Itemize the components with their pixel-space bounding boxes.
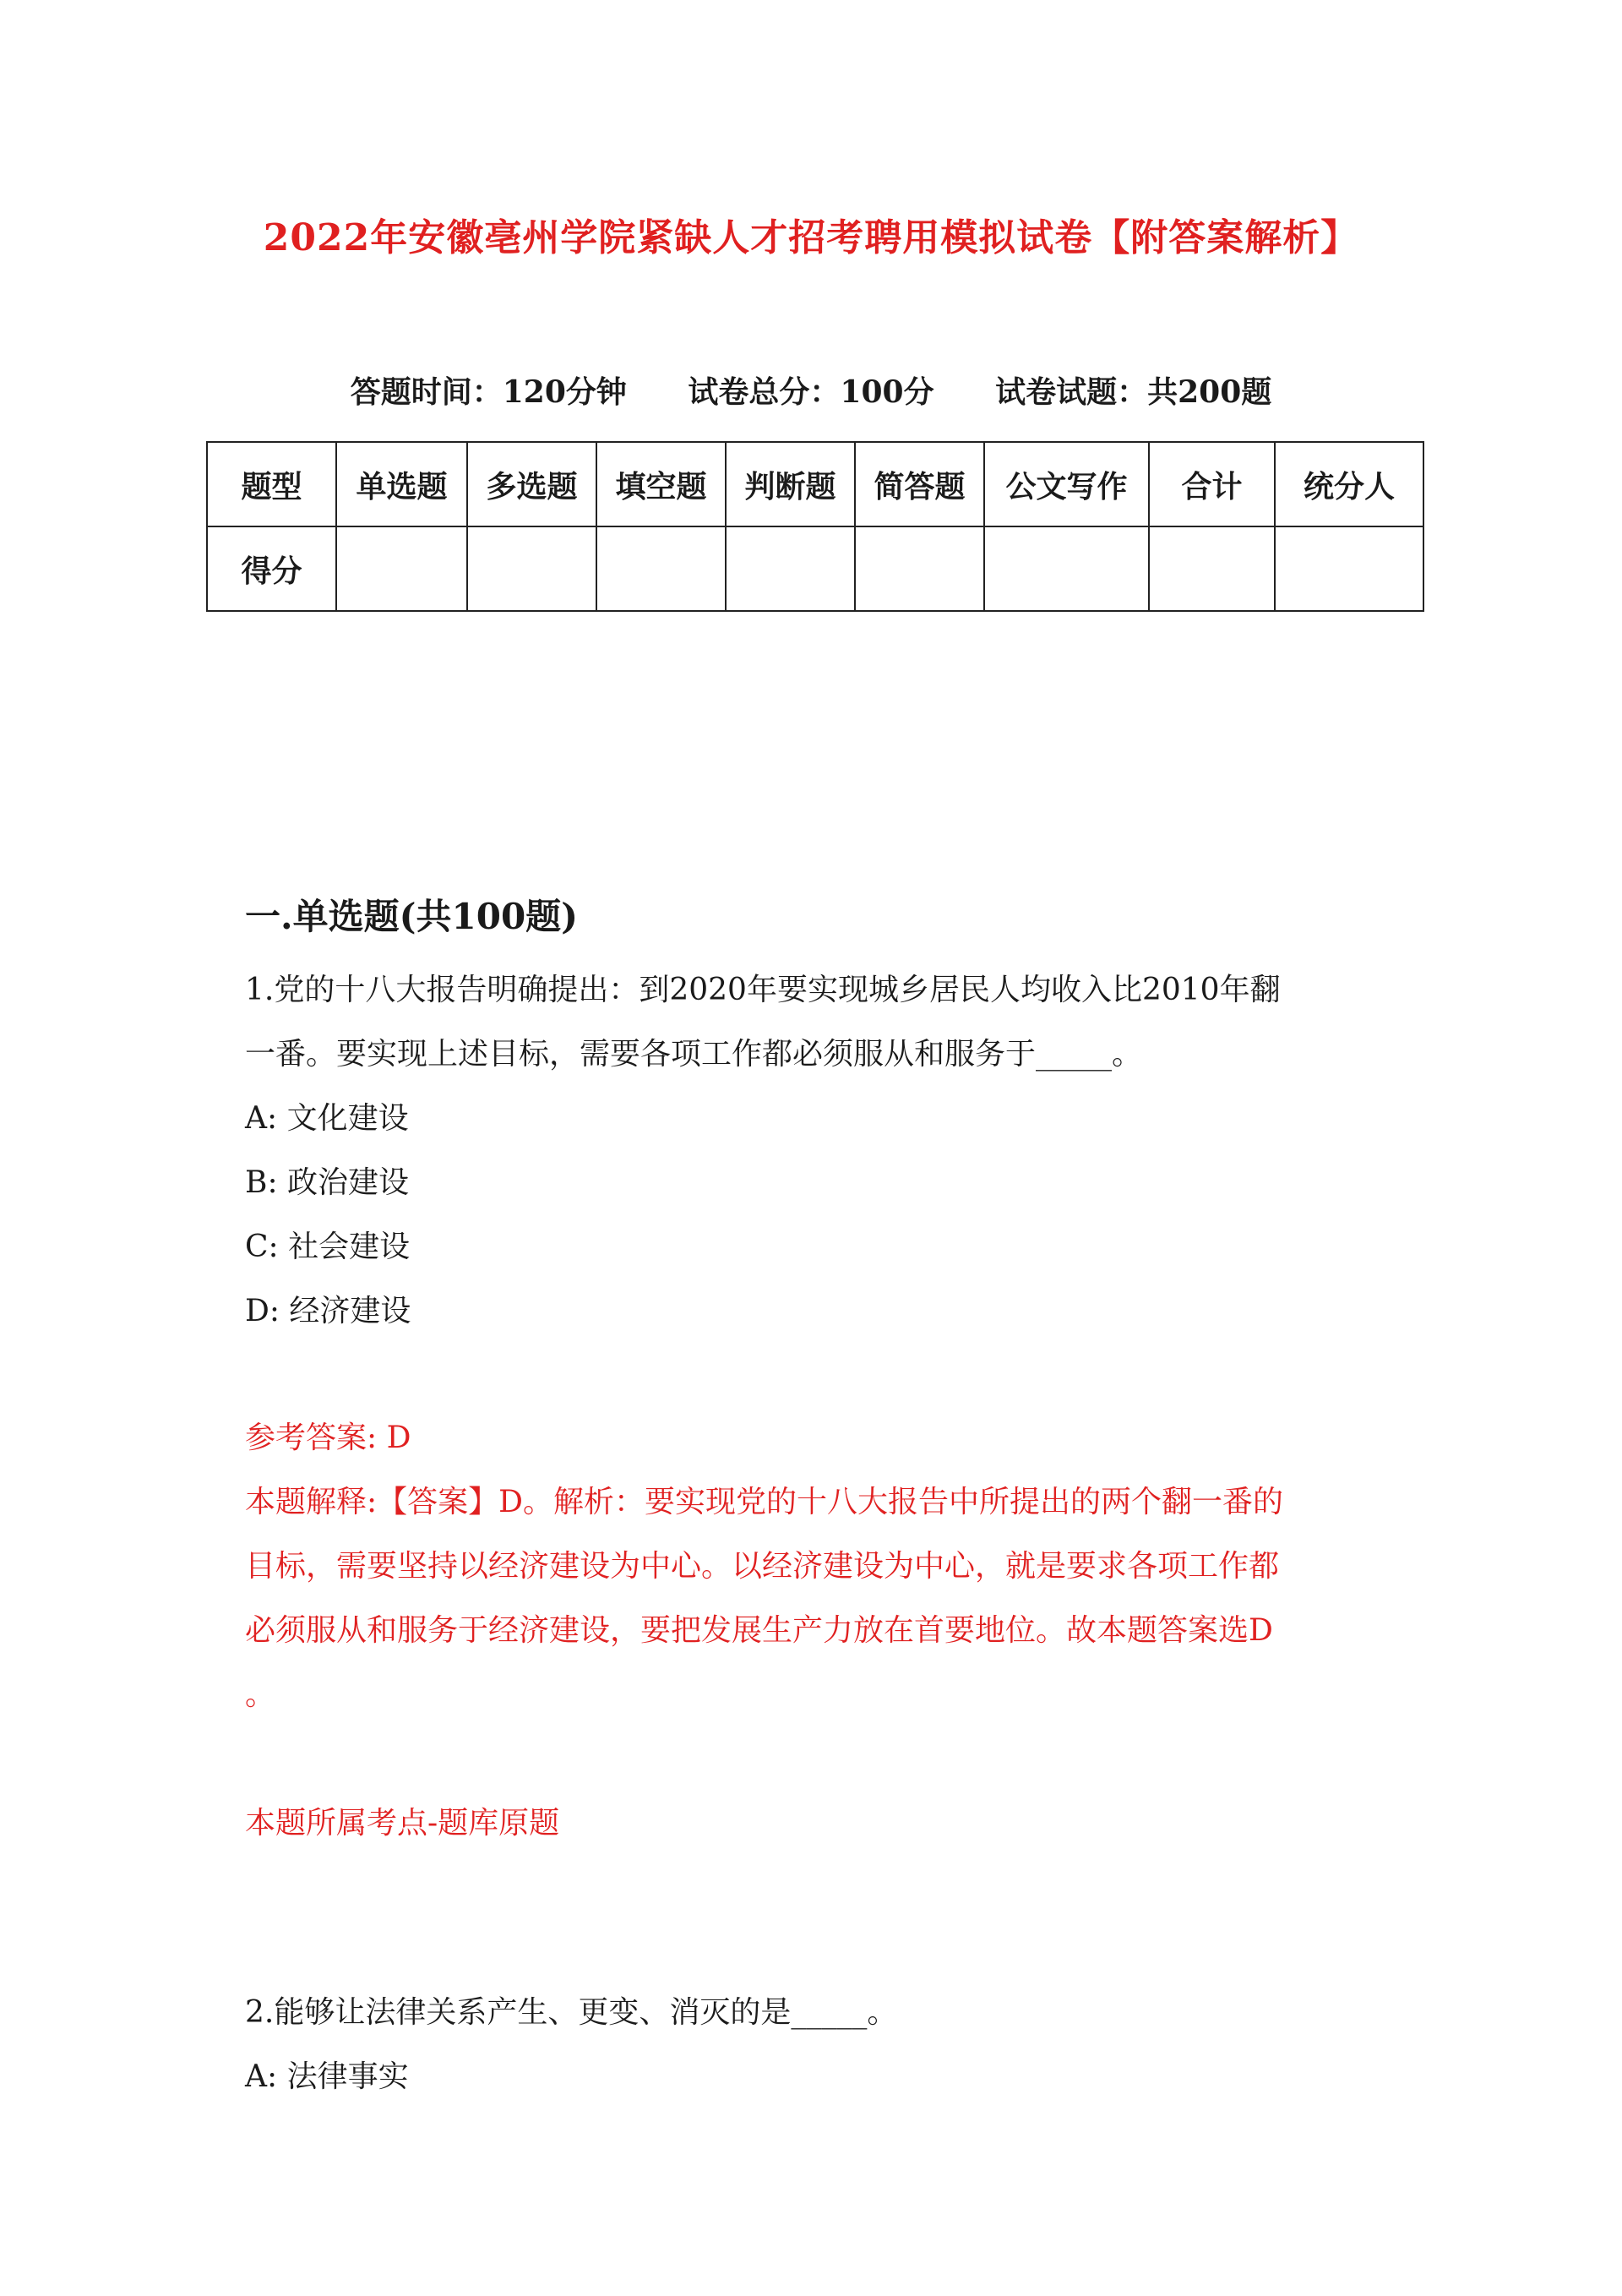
option-c: C: 社会建设 xyxy=(245,1230,411,1264)
score-table-header-row xyxy=(207,442,1423,526)
exam-question-count: 试卷试题：共200题 xyxy=(995,374,1272,410)
explanation-line: 必须服从和服务于经济建设，要把发展生产力放在首要地位。故本题答案选D xyxy=(245,1613,1273,1648)
score-cell xyxy=(855,526,984,611)
explanation-line: 目标，需要坚持以经济建设为中心。以经济建设为中心，就是要求各项工作都 xyxy=(245,1549,1280,1584)
header-cell: 填空题 xyxy=(596,442,726,526)
exam-total-score: 试卷总分：100分 xyxy=(688,374,934,410)
question-1-answer-block xyxy=(245,1406,1394,1727)
score-row-label: 得分 xyxy=(207,526,336,611)
header-cell: 公文写作 xyxy=(984,442,1149,526)
score-cell xyxy=(984,526,1149,611)
exam-meta xyxy=(0,368,1622,412)
explanation-line: 本题解释:【答案】D。解析：要实现党的十八大报告中所提出的两个翻一番的 xyxy=(245,1485,1283,1519)
score-cell xyxy=(596,526,726,611)
question-1 xyxy=(245,958,1394,1344)
question-stem: 一番。要实现上述目标，需要各项工作都必须服从和服务于_____。 xyxy=(245,1037,1143,1072)
section-title: 一.单选题(共100题) xyxy=(245,896,579,937)
header-cell: 题型 xyxy=(207,442,336,526)
header-cell: 多选题 xyxy=(467,442,596,526)
header-cell: 统分人 xyxy=(1275,442,1423,526)
option-b: B: 政治建设 xyxy=(245,1165,410,1200)
score-cell xyxy=(467,526,596,611)
score-table xyxy=(206,441,1424,612)
question-2 xyxy=(245,1981,1394,2109)
question-1-source xyxy=(245,1792,1394,1856)
option-a: A: 文化建设 xyxy=(245,1101,409,1136)
option-d: D: 经济建设 xyxy=(245,1294,411,1328)
score-cell xyxy=(336,526,467,611)
header-cell: 简答题 xyxy=(855,442,984,526)
question-stem: 1.党的十八大报告明确提出：到2020年要实现城乡居民人均收入比2010年翻 xyxy=(245,973,1281,1007)
header-cell: 单选题 xyxy=(336,442,467,526)
knowledge-point: 本题所属考点-题库原题 xyxy=(245,1806,560,1841)
reference-answer: 参考答案: D xyxy=(245,1421,411,1455)
score-cell xyxy=(726,526,855,611)
exam-time: 答题时间：120分钟 xyxy=(350,374,627,410)
option-a: A: 法律事实 xyxy=(245,2059,409,2094)
header-cell: 判断题 xyxy=(726,442,855,526)
question-stem: 2.能够让法律关系产生、更变、消灭的是_____。 xyxy=(245,1995,898,2030)
score-cell xyxy=(1275,526,1423,611)
header-cell: 合计 xyxy=(1149,442,1275,526)
score-cell xyxy=(1149,526,1275,611)
document-title: 2022年安徽亳州学院紧缺人才招考聘用模拟试卷【附答案解析】 xyxy=(263,216,1359,259)
score-table-score-row xyxy=(207,526,1423,611)
explanation-line: 。 xyxy=(245,1677,276,1712)
